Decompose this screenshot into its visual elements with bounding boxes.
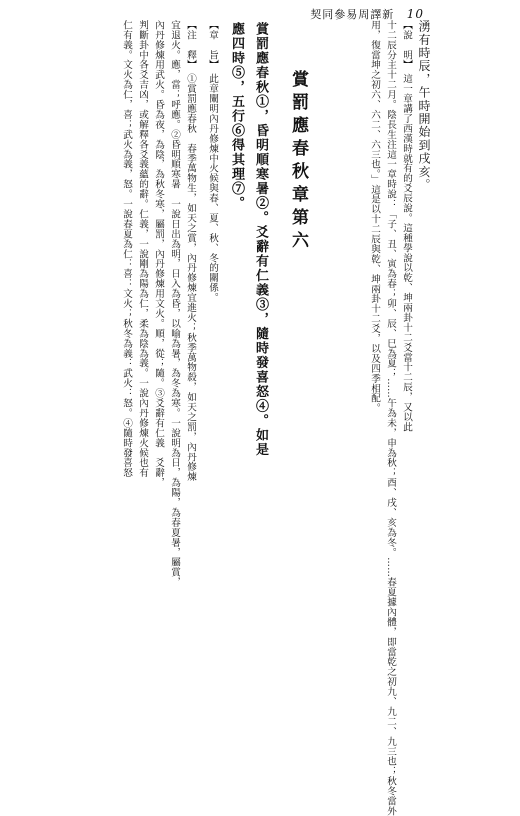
explanation-col-2: 十二辰分主十二月。陰長生注這一章時說：「子、丑、寅為春；卯、辰、巳為夏；……午為未，申為秋；酉、戌、亥為冬。……春夏據內體，即當乾之初九、九二、九三也；秋冬當外 — [385, 20, 396, 816]
notes-col-2: 宜退火。應，當；呼應。②昏明順寒暑 一說日出為明，日入為昏，以喻為暑，為冬為寒。一說明為日，為陽，為春夏暑，屬賞， — [169, 20, 180, 588]
chapter-gist-col — [206, 20, 218, 303]
explanation-col-3: 用，復當坤之初六、六二、六三也。」這是以十二辰與乾、坤兩卦十二爻，以及四季相配。 — [369, 20, 380, 414]
notes-text-1: ①賞罰應春秋 春季萬物生，如天之賞，內丹修煉宜進火；秋季萬物殺，如天之罰，內丹修煉 — [185, 73, 196, 482]
lead-line: 湧有時辰，午時開始到戌亥。 — [417, 20, 431, 192]
notes-col-5: 仁有義。文火為仁，喜；武火為義，怒。一說春夏為仁：喜：文火；秋冬為義：武火：怒。④隨時發喜怒 — [121, 20, 132, 478]
explanation-col-1 — [400, 20, 412, 432]
section-label-explanation: 【說 明】 — [401, 20, 412, 70]
notes-col-1 — [184, 20, 196, 482]
explanation-text-1: 這一章講了西漢時就有的爻辰說。這種學說以乾、坤兩卦十二爻當十二辰，又以此 — [401, 73, 412, 432]
section-label-gist: 【章 旨】 — [207, 20, 218, 70]
page-number: 10 — [406, 7, 424, 21]
verse-line-1: 賞罰應春秋①，昏明順寒暑②。爻辭有仁義③，隨時發喜怒④。如是 — [253, 22, 268, 457]
chapter-title: 賞罰應春秋章第六 — [288, 70, 308, 254]
running-header-title: 契同參易周譯新 — [310, 8, 395, 21]
chapter-gist-text: 此章闡明內丹修煉中火候與春、夏、秋、冬的關係。 — [207, 73, 218, 303]
notes-col-4: 判斷卦中各爻吉凶，或解釋各爻義蘊的辭。仁義，一說剛為陽為仁，柔為陰為義。一說內丹修煉火候也有 — [137, 20, 148, 478]
notes-col-3: 內丹修煉用武火。昏為夜，為陰，為秋冬寒，屬罰，內丹修煉用文火。順，從；隨。③爻辭有仁義 爻辭， — [153, 20, 164, 488]
section-label-notes: 【注 釋】 — [185, 20, 196, 70]
verse-line-2: 應四時⑤，五行⑥得其理⑦。 — [229, 22, 244, 211]
